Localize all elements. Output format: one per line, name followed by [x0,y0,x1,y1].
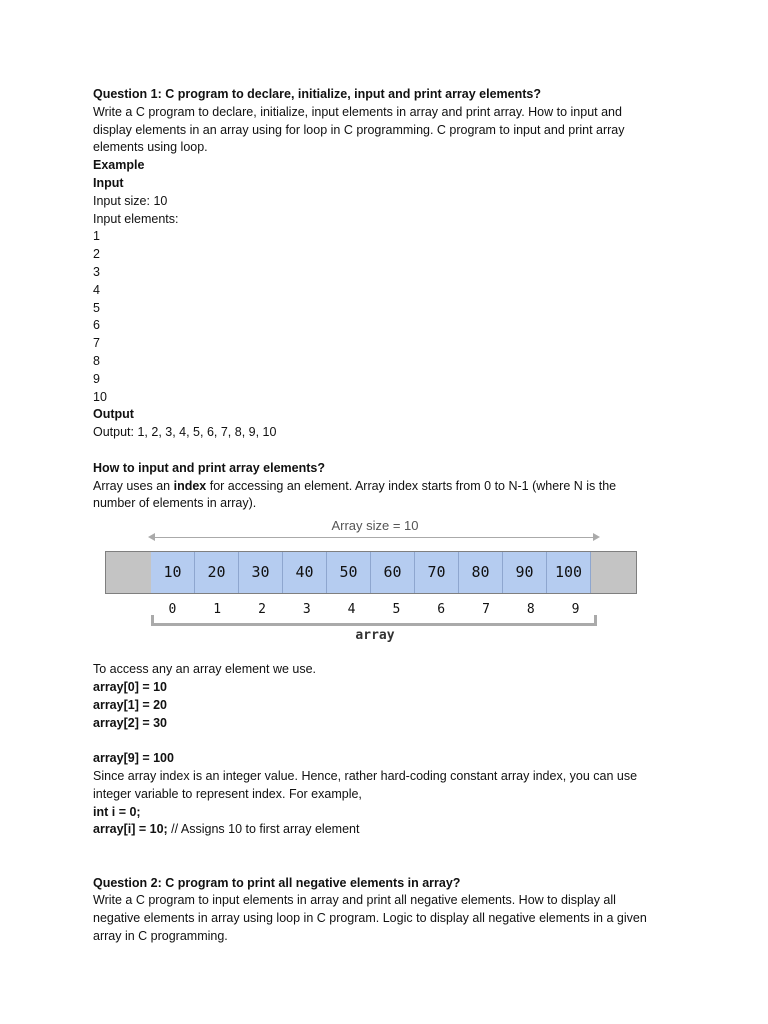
access-line: array[2] = 30 [93,715,168,730]
array-index: 6 [437,602,446,618]
q2-desc-line-1: Write a C program to input elements in array and print all negative elements. How to display all [93,893,616,908]
array-size-label: Array size = 10 [331,518,419,534]
array-index: 4 [347,602,356,618]
array-cell: 20 [195,552,239,593]
code-line-2-bold: array[i] = 10; [93,822,168,837]
q2-title: Question 2: C program to print all negative elements in array? [93,875,461,890]
howto-desc-post: for accessing an element. Array index starts from 0 to N-1 (where N is the [206,478,617,493]
array-cell: 80 [459,552,503,593]
array-index: 5 [392,602,401,618]
size-arrow-line [152,537,598,538]
array-index: 8 [526,602,535,618]
input-element: 6 [93,318,100,333]
arrow-left-icon [148,533,155,541]
access-note-line-1: Since array index is an integer value. Hence, rather hard-coding constant array index, you can use [93,768,638,783]
access-line: array[0] = 10 [93,679,168,694]
array-cell: 100 [547,552,591,593]
array-name-label: array [355,628,395,644]
input-elements-label: Input elements: [93,211,179,226]
array-cell: 70 [415,552,459,593]
array-cell: 40 [283,552,327,593]
howto-desc-line-2: number of elements in array). [93,496,257,511]
input-element: 2 [93,247,100,262]
input-element: 4 [93,282,100,297]
array-cap-left [106,552,151,593]
access-last-line: array[9] = 100 [93,751,174,766]
howto-title: How to input and print array elements? [93,460,325,475]
howto-desc-pre: Array uses an [93,478,174,493]
output-value: Output: 1, 2, 3, 4, 5, 6, 7, 8, 9, 10 [93,425,277,440]
example-heading: Example [93,158,145,173]
input-element: 7 [93,336,100,351]
array-index: 3 [302,602,311,618]
q1-title: Question 1: C program to declare, initialize, input and print array elements? [93,87,542,101]
access-line: array[1] = 20 [93,697,168,712]
array-cells [105,551,637,594]
input-element: 3 [93,264,100,279]
q1-desc-line-2: display elements in an array using for loop in C programming. C program to input and print array [93,122,625,137]
q1-desc-line-3: elements using loop. [93,140,208,155]
access-note-line-2: integer variable to represent index. For example, [93,786,362,801]
input-element: 1 [93,229,100,244]
output-heading: Output [93,407,134,422]
howto-desc-bold: index [173,478,207,493]
array-cell: 50 [327,552,371,593]
input-element: 8 [93,353,100,368]
array-cell: 90 [503,552,547,593]
array-cell: 30 [239,552,283,593]
document-page [93,86,683,946]
array-diagram [0,513,768,661]
input-heading: Input [93,175,124,190]
howto-desc-line-1 [93,478,683,496]
array-bracket [151,615,597,626]
q1-desc-line-1: Write a C program to declare, initialize, input elements in array and print array. How to input and [93,104,622,119]
arrow-right-icon [593,533,600,541]
code-line-2 [93,821,683,839]
input-element: 10 [93,389,107,404]
input-element: 5 [93,300,100,315]
q2-desc-line-3: array in C programming. [93,929,228,944]
array-index: 9 [571,602,580,618]
array-index: 1 [213,602,222,618]
code-line-1: int i = 0; [93,804,141,819]
array-index: 7 [482,602,490,618]
q2-desc-line-2: negative elements in array using loop in C program. Logic to display all negative elements in a given [93,911,647,926]
array-index: 0 [168,602,177,618]
code-line-2-comment: // Assigns 10 to first array element [167,822,360,837]
input-element: 9 [93,371,100,386]
input-size-text: Input size: 10 [93,193,168,208]
array-index: 2 [258,602,266,618]
array-cell: 60 [371,552,415,593]
access-intro: To access any an array element we use. [93,662,317,677]
array-cell: 10 [151,552,195,593]
array-cap-right [591,552,636,593]
